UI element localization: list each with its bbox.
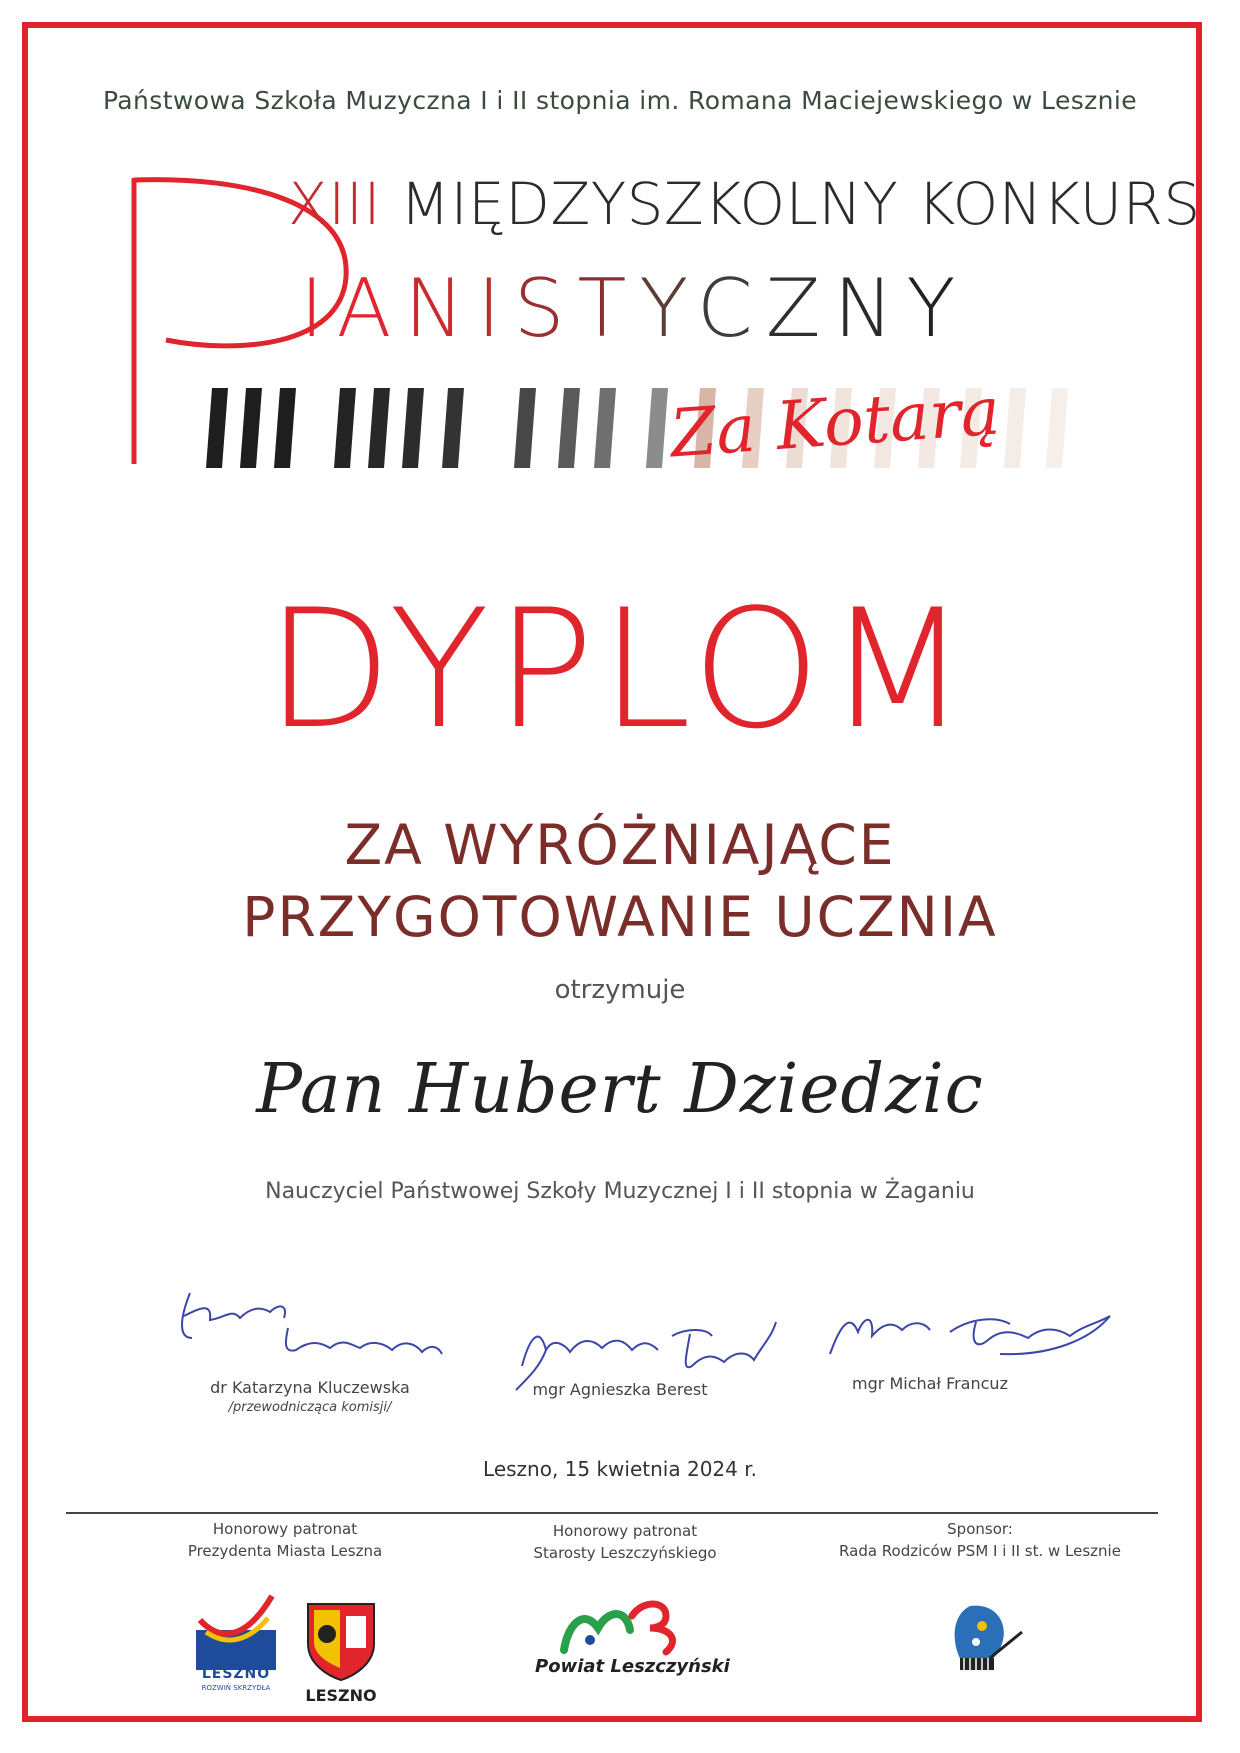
diploma-subtitle-line1: ZA WYRÓŻNIAJĄCE xyxy=(344,813,896,877)
title-letter: T xyxy=(577,262,640,355)
patron-block-starost xyxy=(490,1520,760,1564)
patron-name: Starosty Leszczyńskiego xyxy=(533,1544,717,1562)
title-letter: I xyxy=(477,262,514,355)
title-letter: Z xyxy=(765,262,834,355)
school-header: Państwowa Szkoła Muzyczna I i II stopnia im. Romana Maciejewskiego w Lesznie xyxy=(102,86,1138,115)
edition-number: XIII xyxy=(288,170,382,238)
sponsor-name: Rada Rodziców PSM I i II st. w Lesznie xyxy=(839,1542,1121,1560)
patron-block-mayor xyxy=(150,1518,420,1562)
title-letter: N xyxy=(404,262,478,355)
leszno-brand-text: LESZNO xyxy=(201,1666,271,1682)
sponsor-music-logo xyxy=(940,1596,1030,1686)
diploma-subtitle-line2: PRZYGOTOWANIE UCZNIA xyxy=(242,885,998,949)
sponsor-label: Sponsor: xyxy=(947,1520,1013,1538)
leszno-coat-of-arms-icon xyxy=(304,1598,378,1682)
signature-kluczewska xyxy=(170,1278,450,1368)
title-letter: Y xyxy=(639,262,697,355)
leszno-brand-subtext: ROZWIŃ SKRZYDŁA xyxy=(201,1684,271,1692)
title-letter: Y xyxy=(906,262,969,355)
title-rest: MIĘDZYSZKOLNY KONKURS xyxy=(400,170,1201,238)
sponsor-block xyxy=(820,1518,1140,1562)
title-letter: N xyxy=(833,262,907,355)
powiat-word1: Powiat xyxy=(535,1656,605,1677)
diploma-heading: DYPLOM xyxy=(265,574,975,765)
patron-label: Honorowy patronat xyxy=(552,1522,698,1540)
title-letter: A xyxy=(336,262,405,355)
leszno-crest-text: LESZNO xyxy=(305,1686,377,1705)
signatory-name: mgr Agnieszka Berest xyxy=(532,1380,708,1399)
powiat-word2: Leszczyński xyxy=(610,1656,730,1677)
title-letter: I xyxy=(300,262,337,355)
signatory-name: mgr Michał Francuz xyxy=(852,1374,1008,1393)
competition-script-name: Za Kotarą xyxy=(667,372,1003,473)
recipient-role: Nauczyciel Państwowej Szkoły Muzycznej I i II stopnia w Żaganiu xyxy=(265,1179,975,1204)
patron-name: Prezydenta Miasta Leszna xyxy=(187,1542,383,1560)
recipient-name: Pan Hubert Dziedzic xyxy=(256,1050,984,1129)
piano-keys-graphic xyxy=(0,0,1240,520)
leszno-brand-logo xyxy=(196,1590,276,1670)
signatory-name: dr Katarzyna Kluczewska xyxy=(210,1378,410,1397)
patron-label: Honorowy patronat xyxy=(212,1520,358,1538)
title-letter: C xyxy=(696,262,766,355)
powiat-leszczynski-text xyxy=(535,1656,730,1677)
receives-label: otrzymuje xyxy=(554,975,686,1005)
signature-francuz xyxy=(820,1296,1120,1366)
signatory-role: /przewodnicząca komisji/ xyxy=(228,1400,392,1415)
title-letter: S xyxy=(513,262,578,355)
date-line: Leszno, 15 kwietnia 2024 r. xyxy=(483,1457,757,1481)
footer-divider xyxy=(66,1512,1158,1514)
powiat-leszczynski-logo xyxy=(554,1594,694,1656)
